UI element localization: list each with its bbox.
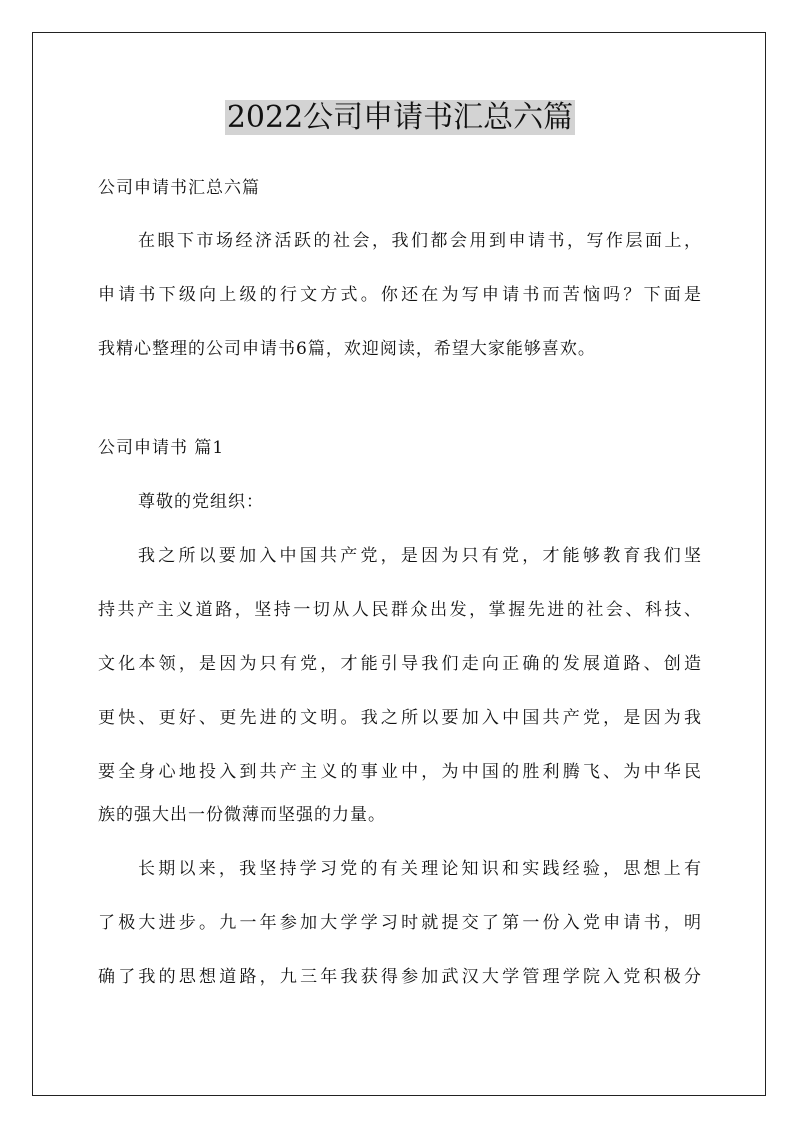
- paragraph1-line-4: 更快、更好、更先进的文明。我之所以要加入中国共产党，是因为我: [98, 708, 702, 728]
- intro-line-3: 我精心整理的公司申请书6篇，欢迎阅读，希望大家能够喜欢。: [98, 339, 596, 359]
- paragraph1-line-5: 要全身心地投入到共产主义的事业中，为中国的胜利腾飞、为中华民: [98, 762, 702, 782]
- salutation: 尊敬的党组织：: [138, 492, 264, 512]
- paragraph1-line-6: 族的强大出一份微薄而坚强的力量。: [98, 805, 386, 825]
- intro-line-2: 申请书下级向上级的行文方式。你还在为写申请书而苦恼吗？下面是: [98, 285, 702, 305]
- paragraph1-line-3: 文化本领，是因为只有党，才能引导我们走向正确的发展道路、创造: [98, 654, 702, 674]
- document-title: [0, 98, 800, 138]
- paragraph1-line-1: 我之所以要加入中国共产党，是因为只有党，才能够教育我们坚: [138, 546, 702, 566]
- intro-line-1: 在眼下市场经济活跃的社会，我们都会用到申请书，写作层面上，: [138, 231, 702, 251]
- document-subtitle: 公司申请书汇总六篇: [98, 178, 260, 198]
- paragraph2-line-1: 长期以来，我坚持学习党的有关理论知识和实践经验，思想上有: [138, 859, 702, 879]
- section-heading: 公司申请书 篇1: [98, 438, 225, 458]
- paragraph2-line-2: 了极大进步。九一年参加大学学习时就提交了第一份入党申请书，明: [98, 913, 702, 933]
- paragraph1-line-2: 持共产主义道路，坚持一切从人民群众出发，掌握先进的社会、科技、: [98, 600, 702, 620]
- document-title-text: 2022公司申请书汇总六篇: [226, 100, 574, 135]
- paragraph2-line-3: 确了我的思想道路，九三年我获得参加武汉大学管理学院入党积极分: [98, 967, 702, 987]
